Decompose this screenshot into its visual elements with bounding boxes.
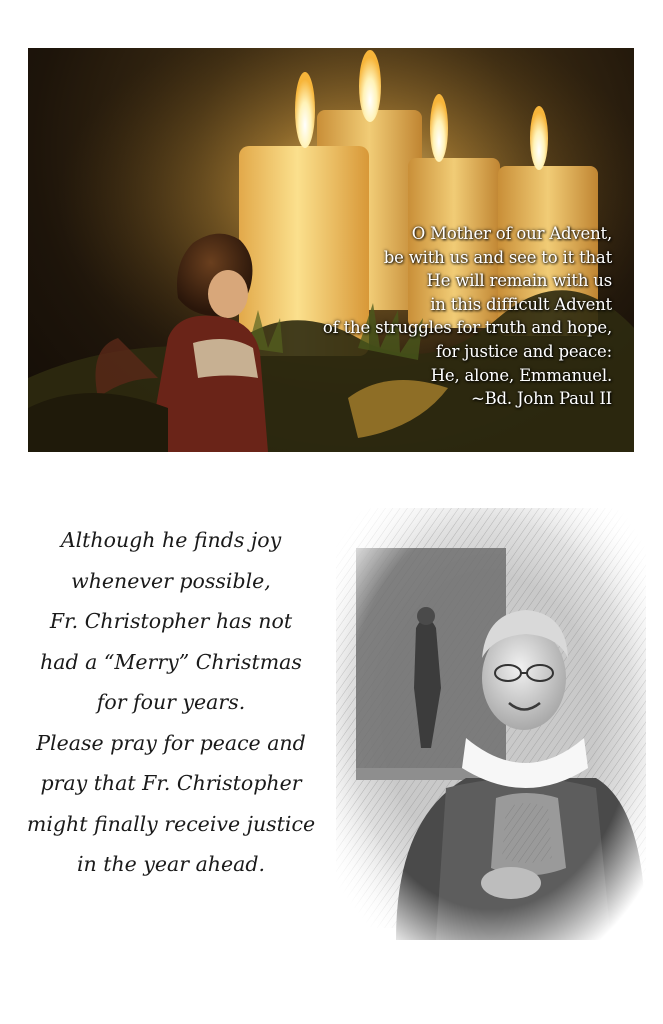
- quote-line: for justice and peace:: [435, 341, 612, 361]
- quote-line: He, alone, Emmanuel.: [430, 365, 612, 385]
- advent-quote: [282, 222, 612, 411]
- quote-attribution: ~Bd. John Paul II: [470, 389, 612, 409]
- prayer-line: in the year ahead.: [76, 852, 266, 876]
- quote-line: of the struggles for truth and hope,: [322, 318, 612, 338]
- advent-candles-photo: [28, 48, 634, 452]
- prayer-line: pray that Fr. Christopher: [40, 771, 302, 795]
- priest-portrait: [326, 488, 656, 940]
- quote-line: in this difficult Advent: [430, 294, 612, 314]
- prayer-line: for four years.: [96, 690, 246, 714]
- prayer-line: had a “Merry” Christmas: [40, 649, 302, 674]
- flame-4: [530, 106, 548, 170]
- quote-line: He will remain with us: [426, 271, 612, 291]
- flame-2: [359, 50, 381, 122]
- quote-line: O Mother of our Advent,: [411, 224, 612, 243]
- prayer-line: Although he finds joy: [60, 528, 282, 552]
- prayer-line: Fr. Christopher has not: [49, 609, 293, 633]
- quote-line: be with us and see to it that: [383, 247, 612, 267]
- flame-3: [430, 94, 448, 162]
- prayer-line: whenever possible,: [71, 568, 271, 593]
- prayer-line: Please pray for peace and: [36, 730, 306, 755]
- flame-1: [295, 72, 315, 148]
- prayer-line: might finally receive justice: [26, 811, 316, 836]
- prayer-request-text: [20, 520, 322, 885]
- priest-portrait-illustration: [326, 488, 656, 940]
